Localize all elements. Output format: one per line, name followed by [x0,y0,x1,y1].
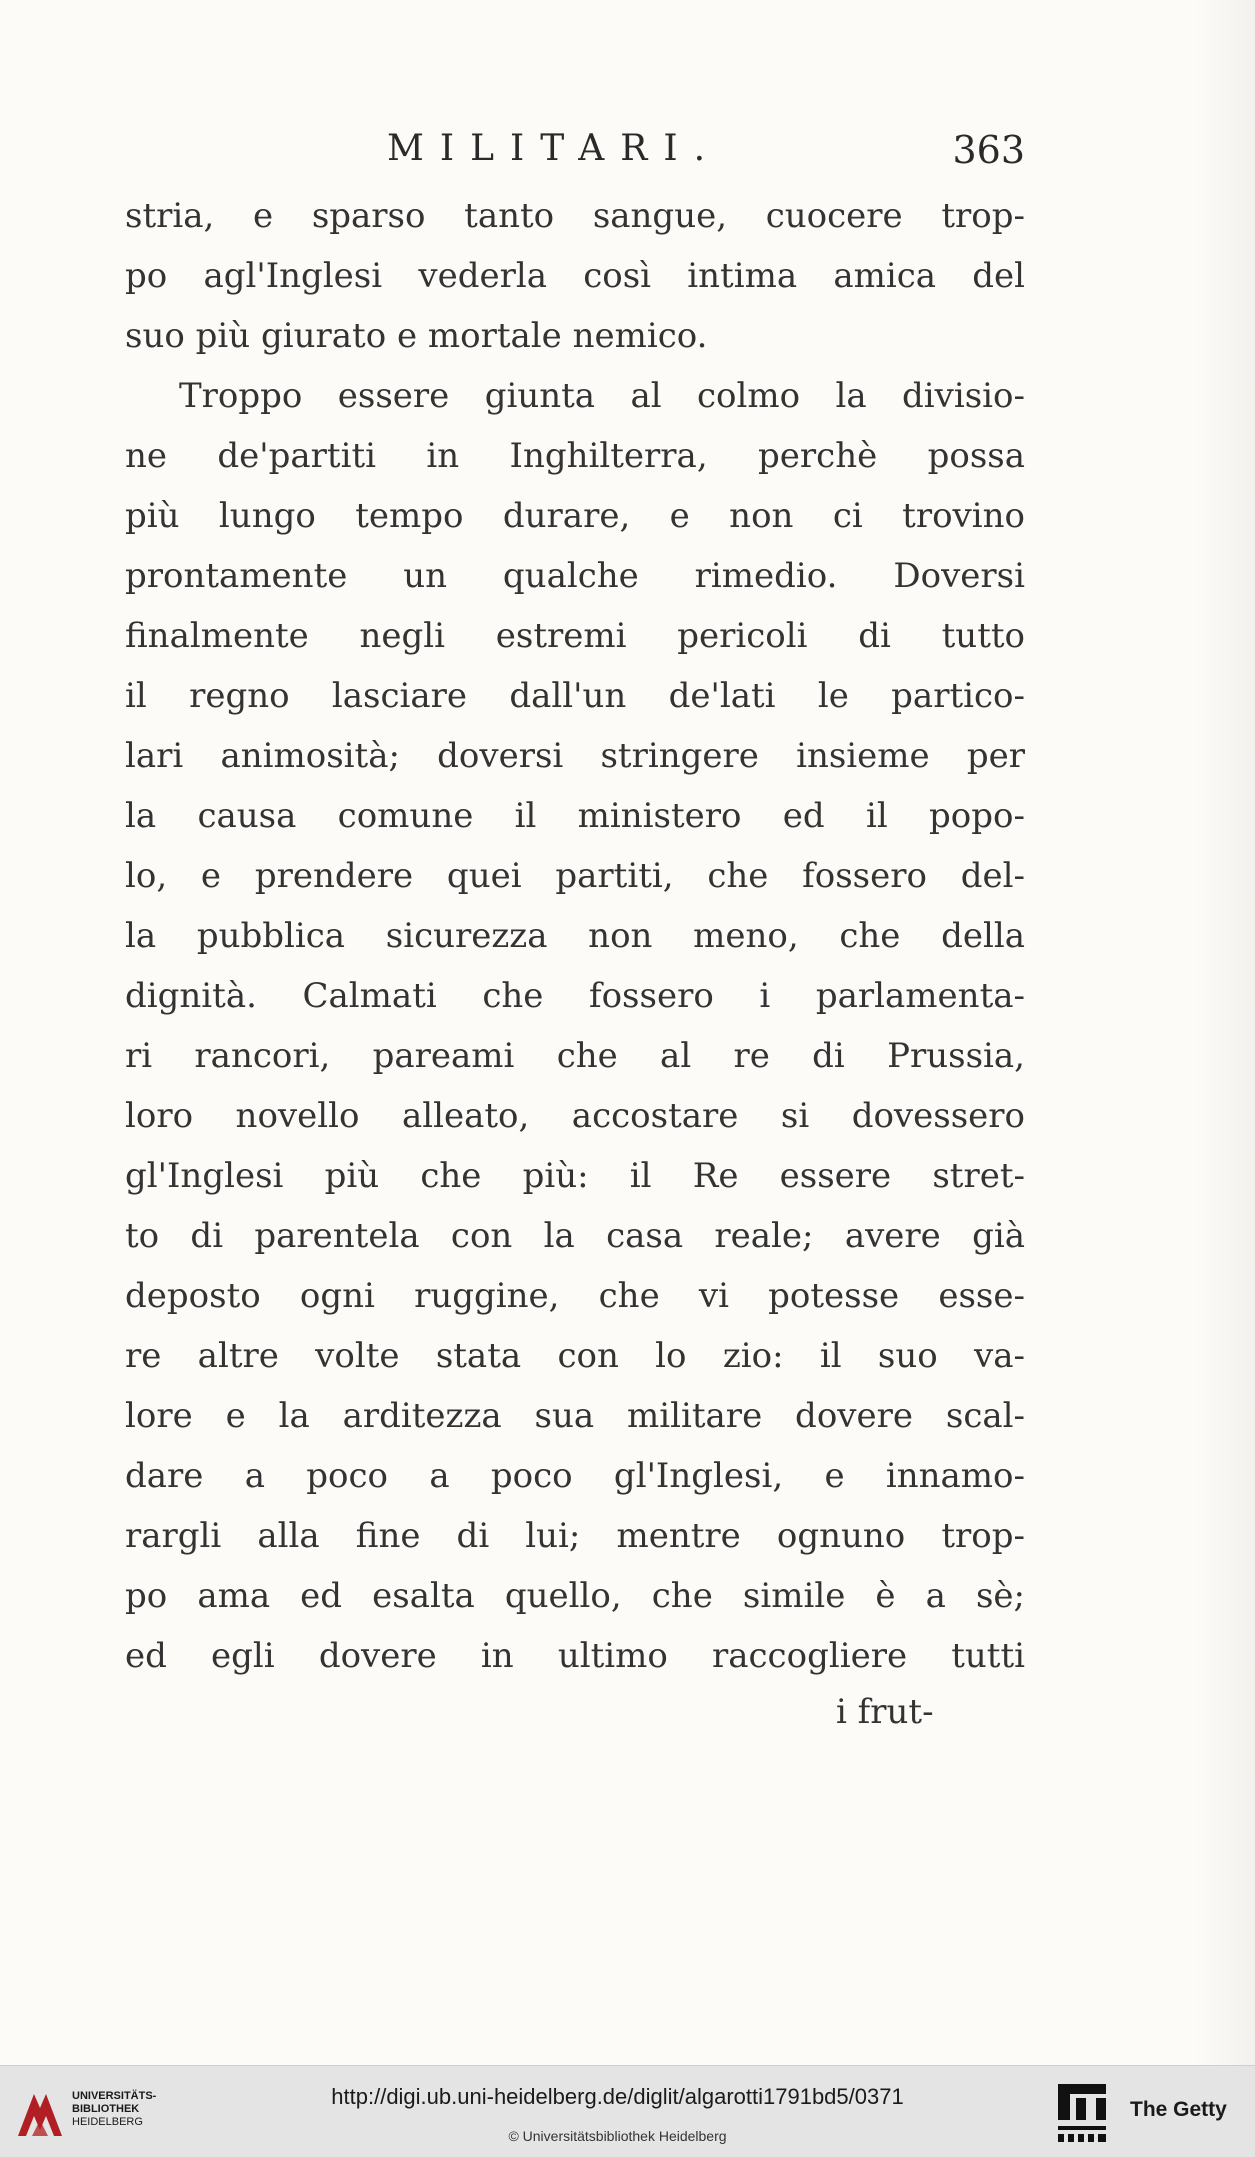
page-number: 363 [952,128,1025,172]
library-name-line-3: HEIDELBERG [72,2116,143,2128]
permalink-url[interactable]: http://digi.ub.uni-heidelberg.de/diglit/algarotti1791bd5/0371 [331,2084,904,2109]
text-line-23: rargli alla fine di lui; mentre ognuno trop- [125,1516,1025,1556]
text-line-2: po agl'Inglesi vederla così intima amica del [125,256,1025,296]
ub-heidelberg-logo-icon[interactable] [12,2086,68,2142]
running-head: MILITARI. [387,128,722,169]
page-gutter-shadow [1195,0,1255,2065]
text-line-21: lore e la arditezza sua militare dovere scal- [125,1396,1025,1436]
text-line-11: la causa comune il ministero ed il popo- [125,796,1025,836]
text-line-15: ri rancori, pareami che al re di Prussia, [125,1036,1025,1076]
text-line-1: stria, e sparso tanto sangue, cuocere trop- [125,196,1025,236]
getty-logo-icon[interactable] [1056,2082,1108,2144]
text-line-17: gl'Inglesi più che più: il Re essere stret- [125,1156,1025,1196]
library-name-line-2: BIBLIOTHEK [72,2103,140,2115]
partner-name: The Getty [1130,2098,1227,2121]
page-header [125,128,1025,178]
text-line-16: loro novello alleato, accostare si dovessero [125,1096,1025,1136]
text-line-14: dignità. Calmati che fossero i parlamenta- [125,976,1025,1016]
catchword: i frut- [836,1692,934,1732]
text-line-7: prontamente un qualche rimedio. Doversi [125,556,1025,596]
text-line-8: finalmente negli estremi pericoli di tutto [125,616,1025,656]
text-line-10: lari animosità; doversi stringere insieme per [125,736,1025,776]
text-line-24: po ama ed esalta quello, che simile è a sè; [125,1576,1025,1616]
text-line-22: dare a poco a poco gl'Inglesi, e innamo- [125,1456,1025,1496]
text-line-18: to di parentela con la casa reale; avere già [125,1216,1025,1256]
text-line-13: la pubblica sicurezza non meno, che della [125,916,1025,956]
text-line-19: deposto ogni ruggine, che vi potesse esse- [125,1276,1025,1316]
footer-bar [0,2065,1255,2157]
text-line-3: suo più giurato e mortale nemico. [125,316,708,356]
text-line-5: ne de'partiti in Inghilterra, perchè possa [125,436,1025,476]
text-line-6: più lungo tempo durare, e non ci trovino [125,496,1025,536]
text-line-4: Troppo essere giunta al colmo la divisio- [179,376,1025,416]
copyright-notice: © Universitätsbibliothek Heidelberg [508,2128,727,2144]
text-line-12: lo, e prendere quei partiti, che fossero del- [125,856,1025,896]
library-name [72,2090,156,2129]
library-name-line-1: UNIVERSITÄTS- [72,2090,157,2102]
text-line-9: il regno lasciare dall'un de'lati le partico- [125,676,1025,716]
text-line-25: ed egli dovere in ultimo raccogliere tutti [125,1636,1025,1676]
body-text [125,186,1025,1686]
text-line-20: re altre volte stata con lo zio: il suo va- [125,1336,1025,1376]
